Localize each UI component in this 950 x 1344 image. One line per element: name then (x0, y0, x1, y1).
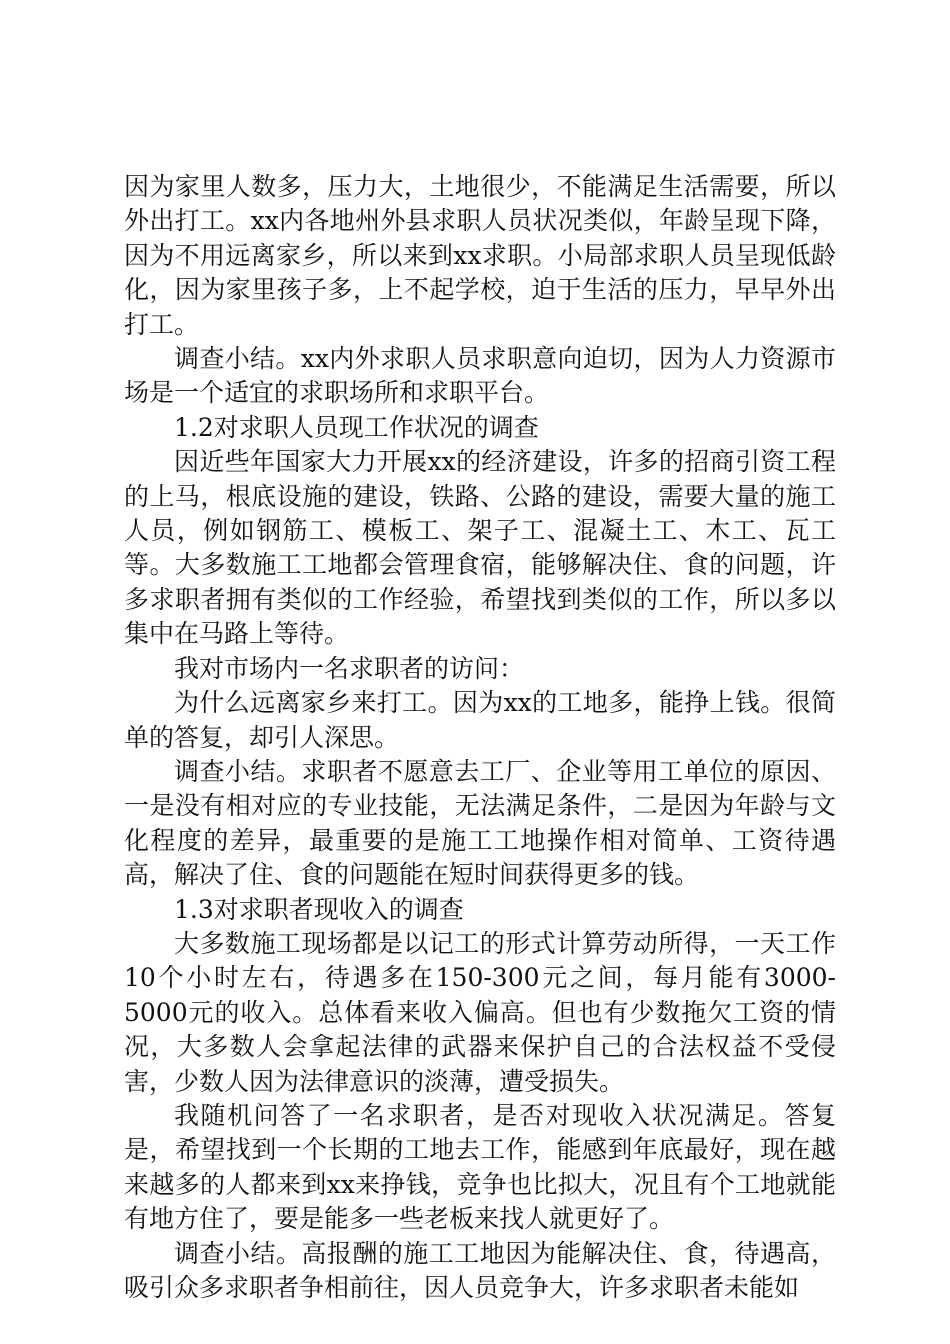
paragraph-1: 因为家里人数多，压力大，土地很少，不能满足生活需要，所以外出打工。xx内各地州外县求职人员状况类似，年龄呈现下降，因为不用远离家乡，所以来到xx求职。小局部求职人员呈现低龄化，因为家里孩子多，上不起学校，迫于生活的压力，早早外出打工。 (124, 172, 836, 339)
paragraph-8: 我随机问答了一名求职者，是否对现收入状况满足。答复是，希望找到一个长期的工地去工作，能感到年底最好，现在越来越多的人都来到xx来挣钱，竞争也比拟大，况且有个工地就能有地方住了，要是能多一些老板来找人就更好了。 (124, 1100, 836, 1234)
document-body (124, 170, 836, 1305)
paragraph-3: 因近些年国家大力开展xx的经济建设，许多的招商引资工程的上马，根底设施的建设，铁路、公路的建设，需要大量的施工人员，例如钢筋工、模板工、架子工、混凝土工、木工、瓦工等。大多数施工工地都会管理食宿，能够解决住、食的问题，许多求职者拥有类似的工作经验，希望找到类似的工作，所以多以集中在马路上等待。 (124, 447, 836, 649)
paragraph-4: 我对市场内一名求职者的访问： (174, 653, 525, 683)
paragraph-5: 为什么远离家乡来打工。因为xx的工地多，能挣上钱。很简单的答复，却引人深思。 (124, 688, 836, 752)
paragraph-6: 调查小结。求职者不愿意去工厂、企业等用工单位的原因、一是没有相对应的专业技能，无法满足条件，二是因为年龄与文化程度的差异，最重要的是施工工地操作相对简单、工资待遇高，解决了住、食的问题能在短时间获得更多的钱。 (124, 756, 836, 890)
paragraph-2: 调查小结。xx内外求职人员求职意向迫切，因为人力资源市场是一个适宜的求职场所和求职平台。 (124, 344, 836, 408)
section-heading-1-3: 1.3对求职者现收入的调查 (174, 894, 464, 924)
paragraph-7: 大多数施工现场都是以记工的形式计算劳动所得，一天工作10个小时左右，待遇多在150-300元之间，每月能有3000-5000元的收入。总体看来收入偏高。但也有少数拖欠工资的情况，大多数人会拿起法律的武器来保护自己的合法权益不受侵害，少数人因为法律意识的淡薄，遭受损失。 (124, 928, 836, 1096)
paragraph-9: 调查小结。高报酬的施工工地因为能解决住、食，待遇高，吸引众多求职者争相前往，因人员竞争大，许多求职者未能如 (124, 1238, 836, 1302)
section-heading-1-2: 1.2对求职人员现工作状况的调查 (174, 412, 539, 442)
